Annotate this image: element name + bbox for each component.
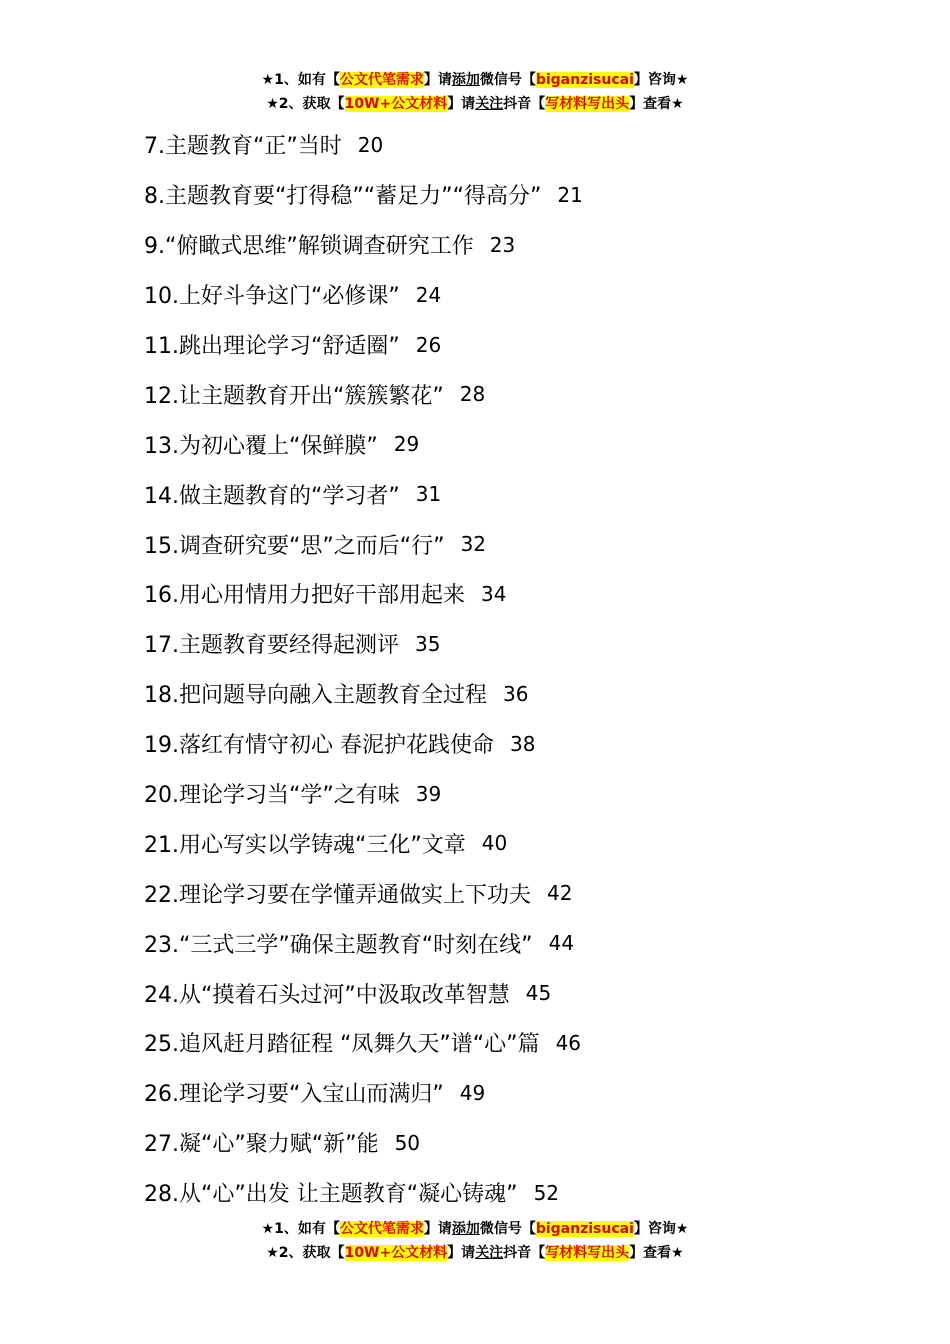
banner-line-1: ★1、如有【公文代笔需求】请添加微信号【biganzisucai】咨询★	[261, 72, 689, 88]
toc-entry[interactable]	[144, 170, 844, 220]
toc-entry[interactable]	[144, 669, 844, 719]
toc-entry-title: 19.落红有情守初心 春泥护花践使命	[144, 733, 494, 759]
toc-entry-page: 23	[489, 232, 516, 257]
toc-entry[interactable]	[144, 270, 844, 320]
table-of-contents	[144, 120, 844, 1218]
toc-entry-title: 28.从“心”出发 让主题教育“凝心铸魂”	[144, 1182, 518, 1208]
toc-entry-page: 35	[415, 631, 441, 656]
toc-entry[interactable]	[144, 1118, 844, 1168]
toc-entry-page: 42	[547, 881, 573, 906]
toc-entry-title: 24.从“摸着石头过河”中汲取改革智慧	[144, 982, 510, 1008]
toc-entry[interactable]	[144, 769, 844, 819]
toc-entry-page: 38	[509, 731, 536, 756]
toc-entry[interactable]	[144, 719, 844, 769]
toc-entry-title: 8.主题教育要“打得稳”“蓄足力”“得高分”	[144, 184, 542, 210]
toc-entry[interactable]	[144, 918, 844, 968]
toc-entry-page: 50	[394, 1130, 421, 1155]
toc-entry[interactable]	[144, 419, 844, 469]
toc-entry[interactable]	[144, 469, 844, 519]
toc-entry-page: 45	[525, 981, 552, 1006]
toc-entry-title: 17.主题教育要经得起测评	[144, 633, 399, 659]
toc-entry[interactable]	[144, 968, 844, 1018]
toc-entry-title: 25.追风赶月踏征程 “凤舞久天”谱“心”篇	[144, 1032, 540, 1058]
toc-entry[interactable]	[144, 220, 844, 270]
toc-entry[interactable]	[144, 619, 844, 669]
toc-entry-page: 49	[459, 1080, 486, 1105]
toc-entry-title: 15.调查研究要“思”之而后“行”	[144, 533, 445, 559]
toc-entry[interactable]	[144, 1168, 844, 1218]
banner-line-1: ★1、如有【公文代笔需求】请添加微信号【biganzisucai】咨询★	[261, 1221, 689, 1237]
toc-entry-page: 21	[557, 182, 583, 207]
header-banner	[0, 68, 950, 116]
footer-banner	[0, 1217, 950, 1265]
toc-entry-page: 28	[459, 382, 486, 407]
toc-entry-page: 20	[357, 132, 384, 157]
toc-entry-page: 29	[393, 432, 420, 457]
toc-entry[interactable]	[144, 818, 844, 868]
toc-entry-title: 21.用心写实以学铸魂“三化”文章	[144, 832, 466, 858]
toc-entry-page: 36	[503, 681, 529, 706]
toc-entry[interactable]	[144, 120, 844, 170]
banner-line-2: ★2、获取【10W+公文材料】请关注抖音【写材料写出头】查看★	[266, 96, 684, 112]
toc-entry-page: 44	[548, 931, 575, 956]
toc-entry-title: 26.理论学习要“入宝山而满归”	[144, 1082, 444, 1108]
toc-entry[interactable]	[144, 868, 844, 918]
toc-entry-page: 40	[481, 831, 508, 856]
toc-entry-title: 16.用心用情用力把好干部用起来	[144, 583, 465, 609]
toc-entry-page: 46	[555, 1030, 582, 1055]
toc-entry-title: 20.理论学习当“学”之有味	[144, 783, 400, 809]
toc-entry[interactable]	[144, 320, 844, 370]
toc-entry-title: 14.做主题教育的“学习者”	[144, 483, 400, 509]
toc-entry[interactable]	[144, 519, 844, 569]
banner-line-2: ★2、获取【10W+公文材料】请关注抖音【写材料写出头】查看★	[266, 1245, 684, 1261]
toc-entry[interactable]	[144, 1068, 844, 1118]
toc-entry-page: 34	[481, 581, 507, 606]
toc-entry-page: 24	[415, 282, 442, 307]
toc-entry-title: 12.让主题教育开出“簇簇繁花”	[144, 383, 444, 409]
toc-entry-page: 39	[415, 781, 442, 806]
toc-entry[interactable]	[144, 1018, 844, 1068]
toc-entry-title: 11.跳出理论学习“舒适圈”	[144, 334, 400, 359]
toc-entry-page: 52	[533, 1180, 560, 1205]
toc-entry-title: 23.“三式三学”确保主题教育“时刻在线”	[144, 932, 533, 958]
toc-entry-page: 32	[460, 532, 487, 557]
toc-entry-title: 27.凝“心”聚力赋“新”能	[144, 1132, 379, 1158]
toc-entry-title: 9.“俯瞰式思维”解锁调查研究工作	[144, 234, 474, 260]
toc-entry-title: 22.理论学习要在学懂弄通做实上下功夫	[144, 882, 531, 908]
toc-entry[interactable]	[144, 569, 844, 619]
toc-entry-title: 7.主题教育“正”当时	[144, 134, 342, 160]
toc-entry-title: 10.上好斗争这门“必修课”	[144, 284, 400, 310]
toc-entry-title: 18.把问题导向融入主题教育全过程	[144, 683, 487, 709]
toc-entry[interactable]	[144, 369, 844, 419]
toc-entry-page: 26	[415, 332, 442, 357]
toc-entry-title: 13.为初心覆上“保鲜膜”	[144, 433, 378, 459]
toc-entry-page: 31	[415, 482, 442, 507]
